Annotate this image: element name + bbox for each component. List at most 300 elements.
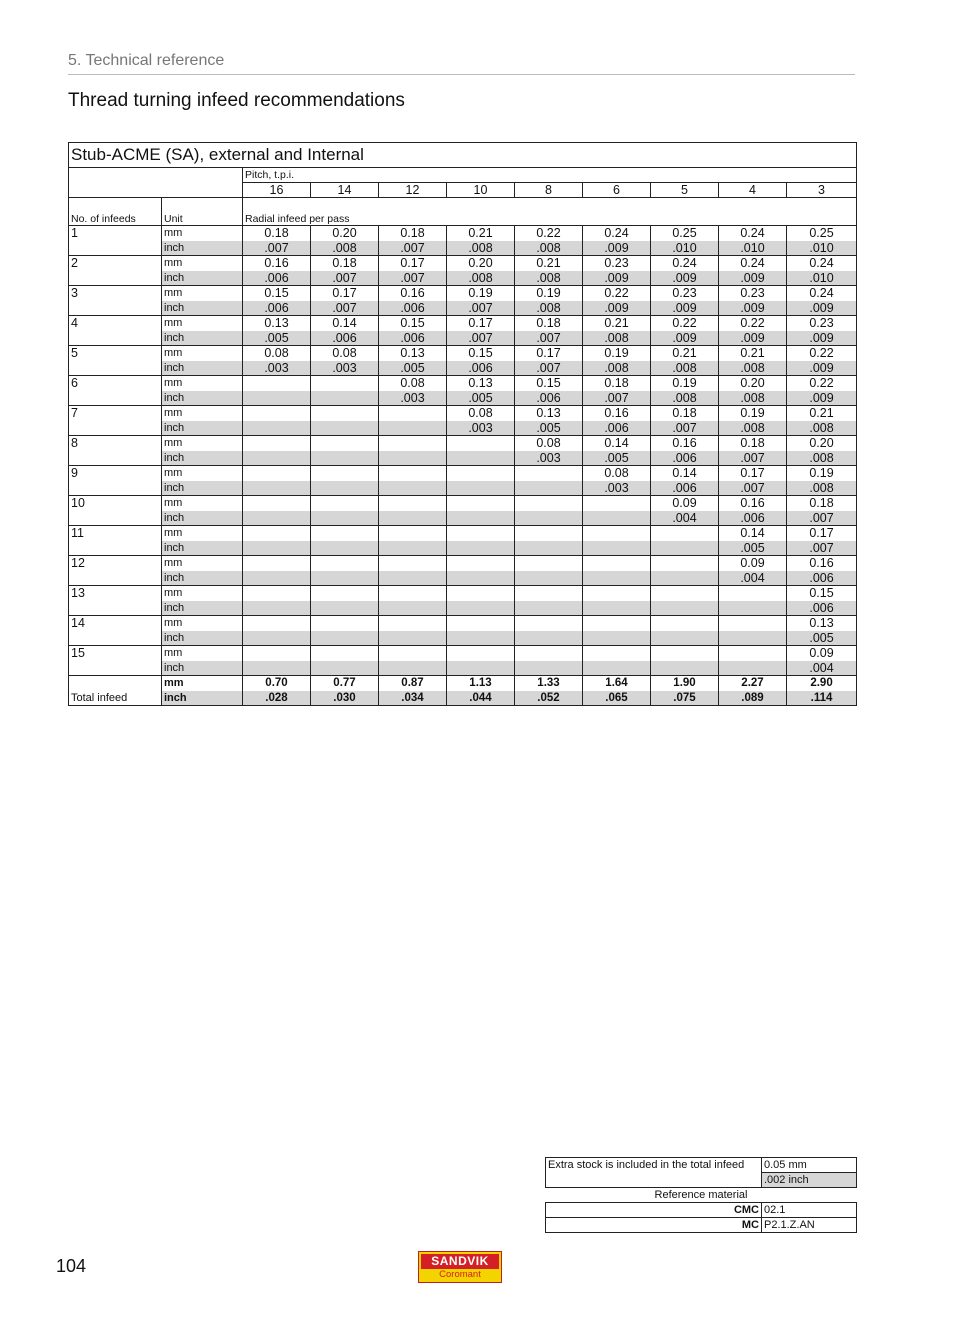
unit-inch: inch [162, 241, 243, 256]
infeed-number: 2 [69, 256, 162, 286]
reference-box [545, 1157, 856, 1233]
infeed-value-cell [447, 526, 515, 541]
infeed-number: 10 [69, 496, 162, 526]
infeed-value-cell: 0.24 [719, 226, 787, 241]
infeed-value-cell [379, 571, 447, 586]
infeed-value-cell: 0.14 [583, 436, 651, 451]
table-row [69, 526, 857, 541]
col-radial-header: Radial infeed per pass [243, 198, 857, 226]
infeed-value-cell [651, 541, 719, 556]
infeed-value-cell [447, 571, 515, 586]
table-row [69, 241, 857, 256]
table-row [69, 691, 857, 706]
infeed-value-cell [447, 541, 515, 556]
infeed-value-cell [719, 661, 787, 676]
infeed-value-cell: .065 [583, 691, 651, 706]
infeed-value-cell: 0.19 [515, 286, 583, 301]
infeed-value-cell: .009 [583, 301, 651, 316]
logo-sub: Coromant [439, 1269, 481, 1280]
infeed-number: 4 [69, 316, 162, 346]
infeed-number: 5 [69, 346, 162, 376]
infeed-value-cell [651, 646, 719, 661]
infeed-value-cell [583, 571, 651, 586]
infeed-value-cell: .007 [311, 271, 379, 286]
pitch-header-10: 10 [447, 183, 515, 198]
infeed-value-cell [243, 511, 311, 526]
unit-inch: inch [162, 481, 243, 496]
infeed-value-cell [651, 586, 719, 601]
infeed-value-cell: .008 [719, 361, 787, 376]
infeed-value-cell [379, 661, 447, 676]
infeed-value-cell [515, 556, 583, 571]
infeed-value-cell: .008 [447, 241, 515, 256]
infeed-value-cell: 0.24 [787, 256, 857, 271]
pitch-header-14: 14 [311, 183, 379, 198]
infeed-value-cell: 0.13 [787, 616, 857, 631]
infeed-value-cell: .052 [515, 691, 583, 706]
unit-inch: inch [162, 601, 243, 616]
infeed-value-cell [379, 631, 447, 646]
infeed-value-cell [583, 646, 651, 661]
infeed-value-cell: 1.90 [651, 676, 719, 691]
infeed-value-cell: .009 [583, 241, 651, 256]
table-row [69, 541, 857, 556]
infeed-value-cell [243, 421, 311, 436]
infeed-value-cell: .006 [379, 331, 447, 346]
infeed-value-cell: .044 [447, 691, 515, 706]
infeed-value-cell [243, 631, 311, 646]
infeed-value-cell: 0.15 [787, 586, 857, 601]
infeed-value-cell: .008 [447, 271, 515, 286]
infeed-value-cell [515, 526, 583, 541]
infeed-value-cell: .003 [311, 361, 379, 376]
reference-table [545, 1157, 857, 1233]
infeed-value-cell: .006 [243, 271, 311, 286]
infeed-value-cell: 0.25 [787, 226, 857, 241]
infeed-value-cell [583, 496, 651, 511]
infeed-value-cell: .005 [243, 331, 311, 346]
infeed-value-cell: 0.23 [719, 286, 787, 301]
infeed-value-cell: .008 [787, 451, 857, 466]
infeed-value-cell [447, 496, 515, 511]
infeed-value-cell: 0.08 [583, 466, 651, 481]
infeed-value-cell [311, 376, 379, 391]
infeed-value-cell: 0.18 [651, 406, 719, 421]
infeed-value-cell [515, 631, 583, 646]
infeed-value-cell: 2.90 [787, 676, 857, 691]
table-row [69, 661, 857, 676]
infeed-value-cell: 0.15 [243, 286, 311, 301]
infeed-value-cell [719, 646, 787, 661]
unit-inch: inch [162, 571, 243, 586]
infeed-value-cell: .006 [787, 571, 857, 586]
infeed-value-cell: .008 [651, 361, 719, 376]
infeed-value-cell: .030 [311, 691, 379, 706]
infeed-value-cell: .009 [787, 391, 857, 406]
infeed-value-cell: 1.13 [447, 676, 515, 691]
infeed-number: 11 [69, 526, 162, 556]
infeed-value-cell: 0.19 [583, 346, 651, 361]
infeed-value-cell: 0.22 [719, 316, 787, 331]
infeed-value-cell [379, 496, 447, 511]
table-row [69, 601, 857, 616]
table-row [69, 586, 857, 601]
infeed-number: 6 [69, 376, 162, 406]
pitch-header-16: 16 [243, 183, 311, 198]
infeed-value-cell [651, 556, 719, 571]
infeed-value-cell [583, 526, 651, 541]
infeed-number: 12 [69, 556, 162, 586]
unit-mm: mm [162, 406, 243, 421]
infeed-value-cell: 0.23 [787, 316, 857, 331]
infeed-value-cell: .007 [379, 271, 447, 286]
infeed-value-cell: 0.21 [719, 346, 787, 361]
infeed-value-cell: 0.09 [651, 496, 719, 511]
infeed-value-cell: .007 [719, 451, 787, 466]
infeed-value-cell: 0.14 [719, 526, 787, 541]
infeed-value-cell: 0.18 [787, 496, 857, 511]
table-row [69, 361, 857, 376]
infeed-value-cell: .006 [243, 301, 311, 316]
infeed-value-cell: .008 [515, 241, 583, 256]
infeed-value-cell [651, 571, 719, 586]
infeed-value-cell [379, 586, 447, 601]
blank-header-cell [69, 168, 243, 183]
infeed-value-cell [583, 556, 651, 571]
pitch-header-3: 3 [787, 183, 857, 198]
infeed-value-cell [379, 421, 447, 436]
infeed-value-cell: .008 [651, 391, 719, 406]
infeed-value-cell: .009 [651, 271, 719, 286]
table-row [69, 271, 857, 286]
infeed-value-cell [243, 541, 311, 556]
infeed-value-cell: .009 [787, 301, 857, 316]
infeed-value-cell [243, 496, 311, 511]
infeed-value-cell: .004 [719, 571, 787, 586]
infeed-value-cell: .008 [583, 331, 651, 346]
infeed-value-cell: .006 [719, 511, 787, 526]
infeed-value-cell [515, 586, 583, 601]
table-row [69, 256, 857, 271]
unit-mm: mm [162, 676, 243, 691]
infeed-value-cell: .009 [719, 301, 787, 316]
infeed-value-cell: .114 [787, 691, 857, 706]
infeed-value-cell [719, 586, 787, 601]
table-row [69, 571, 857, 586]
infeed-value-cell [379, 451, 447, 466]
infeed-value-cell [243, 406, 311, 421]
infeed-value-cell: 0.15 [447, 346, 515, 361]
infeed-value-cell: 0.09 [787, 646, 857, 661]
infeed-value-cell [379, 466, 447, 481]
infeed-value-cell [583, 616, 651, 631]
infeed-value-cell: 0.21 [787, 406, 857, 421]
infeed-value-cell: 0.22 [515, 226, 583, 241]
infeed-value-cell: 1.33 [515, 676, 583, 691]
col-infeeds-header: No. of infeeds [69, 198, 162, 226]
pitch-header-12: 12 [379, 183, 447, 198]
infeed-value-cell [243, 526, 311, 541]
infeed-value-cell [243, 646, 311, 661]
logo-brand: SANDVIK [421, 1254, 499, 1269]
infeed-value-cell: 0.08 [379, 376, 447, 391]
pitch-header-6: 6 [583, 183, 651, 198]
infeed-value-cell: 0.22 [583, 286, 651, 301]
infeed-value-cell [311, 436, 379, 451]
infeed-value-cell [311, 406, 379, 421]
pitch-header-4: 4 [719, 183, 787, 198]
infeed-value-cell: .005 [379, 361, 447, 376]
infeed-value-cell [243, 586, 311, 601]
infeed-value-cell: 0.23 [651, 286, 719, 301]
infeed-value-cell [515, 646, 583, 661]
infeed-value-cell: 0.08 [515, 436, 583, 451]
infeed-value-cell [311, 571, 379, 586]
table-row [69, 616, 857, 631]
unit-inch: inch [162, 361, 243, 376]
infeed-value-cell [583, 511, 651, 526]
infeed-number: 3 [69, 286, 162, 316]
infeed-value-cell: .005 [447, 391, 515, 406]
infeed-value-cell [379, 481, 447, 496]
infeed-value-cell [447, 556, 515, 571]
infeed-value-cell: .006 [651, 451, 719, 466]
pitch-label: Pitch, t.p.i. [243, 168, 857, 183]
infeed-value-cell: 0.21 [447, 226, 515, 241]
infeed-value-cell [515, 481, 583, 496]
infeed-value-cell [311, 421, 379, 436]
extra-stock-inch: .002 inch [762, 1173, 857, 1188]
infeed-value-cell [311, 496, 379, 511]
infeed-value-cell: 0.20 [447, 256, 515, 271]
infeed-value-cell: 0.18 [583, 376, 651, 391]
infeed-value-cell [515, 511, 583, 526]
infeed-value-cell [379, 646, 447, 661]
infeed-number: 8 [69, 436, 162, 466]
section-header: 5. Technical reference [68, 52, 855, 75]
infeed-value-cell: 0.13 [447, 376, 515, 391]
infeed-value-cell: 0.16 [719, 496, 787, 511]
infeed-value-cell: .007 [447, 331, 515, 346]
infeed-value-cell: 0.16 [243, 256, 311, 271]
infeed-value-cell [243, 376, 311, 391]
infeed-value-cell: 0.13 [515, 406, 583, 421]
infeed-value-cell [311, 616, 379, 631]
infeed-value-cell: 0.87 [379, 676, 447, 691]
infeed-value-cell [379, 541, 447, 556]
unit-mm: mm [162, 496, 243, 511]
infeed-value-cell [651, 526, 719, 541]
infeed-value-cell [379, 616, 447, 631]
infeed-value-cell [243, 661, 311, 676]
table-row [69, 481, 857, 496]
infeed-value-cell [515, 571, 583, 586]
table-row [69, 511, 857, 526]
unit-mm: mm [162, 316, 243, 331]
infeed-value-cell: 0.19 [447, 286, 515, 301]
table-row [69, 466, 857, 481]
blank-pitch-cell [69, 183, 243, 198]
unit-inch: inch [162, 451, 243, 466]
infeed-value-cell: 0.24 [719, 256, 787, 271]
infeed-value-cell: 0.18 [311, 256, 379, 271]
infeed-value-cell: 0.77 [311, 676, 379, 691]
infeed-value-cell [379, 601, 447, 616]
unit-inch: inch [162, 391, 243, 406]
cmc-label: CMC [546, 1203, 762, 1218]
infeed-value-cell: .006 [787, 601, 857, 616]
infeed-value-cell: 0.19 [787, 466, 857, 481]
infeed-value-cell: .007 [243, 241, 311, 256]
infeed-value-cell [311, 631, 379, 646]
infeed-value-cell: 2.27 [719, 676, 787, 691]
infeed-value-cell: .003 [515, 451, 583, 466]
infeed-value-cell [311, 661, 379, 676]
infeed-table-container [68, 142, 856, 706]
infeed-value-cell [311, 466, 379, 481]
infeed-value-cell [583, 661, 651, 676]
infeed-value-cell [243, 391, 311, 406]
infeed-number: 13 [69, 586, 162, 616]
reference-material-label: Reference material [654, 1189, 748, 1201]
infeed-value-cell: 0.18 [719, 436, 787, 451]
unit-mm: mm [162, 466, 243, 481]
unit-inch: inch [162, 631, 243, 646]
infeed-value-cell: 0.09 [719, 556, 787, 571]
infeed-value-cell: .006 [447, 361, 515, 376]
infeed-value-cell [447, 631, 515, 646]
infeed-value-cell [311, 526, 379, 541]
table-row [69, 406, 857, 421]
infeed-value-cell [243, 571, 311, 586]
infeed-value-cell [515, 616, 583, 631]
infeed-value-cell: 0.18 [515, 316, 583, 331]
table-row [69, 631, 857, 646]
infeed-value-cell: 0.21 [583, 316, 651, 331]
table-row [69, 346, 857, 361]
infeed-value-cell: .008 [311, 241, 379, 256]
infeed-value-cell: .010 [651, 241, 719, 256]
infeed-value-cell: 0.08 [243, 346, 311, 361]
unit-mm: mm [162, 436, 243, 451]
infeed-value-cell: 0.22 [787, 376, 857, 391]
infeed-value-cell: 0.16 [787, 556, 857, 571]
infeed-value-cell: .008 [787, 421, 857, 436]
infeed-value-cell [719, 616, 787, 631]
infeed-value-cell [311, 511, 379, 526]
infeed-value-cell [515, 661, 583, 676]
infeed-value-cell [651, 661, 719, 676]
cmc-value: 02.1 [762, 1203, 857, 1218]
unit-inch: inch [162, 541, 243, 556]
infeed-value-cell: 0.16 [651, 436, 719, 451]
infeed-value-cell [243, 436, 311, 451]
unit-mm: mm [162, 256, 243, 271]
infeed-value-cell: .007 [719, 481, 787, 496]
infeed-value-cell: .007 [787, 541, 857, 556]
infeed-value-cell: .009 [583, 271, 651, 286]
infeed-value-cell [515, 541, 583, 556]
infeed-value-cell: 0.25 [651, 226, 719, 241]
infeed-number: 7 [69, 406, 162, 436]
infeed-value-cell [515, 496, 583, 511]
infeed-value-cell [651, 601, 719, 616]
infeed-value-cell: .004 [787, 661, 857, 676]
infeed-value-cell: 0.16 [583, 406, 651, 421]
page-number: 104 [56, 1256, 87, 1276]
infeed-value-cell [311, 541, 379, 556]
table-row [69, 496, 857, 511]
infeed-value-cell [311, 556, 379, 571]
unit-mm: mm [162, 346, 243, 361]
infeed-value-cell [447, 451, 515, 466]
infeed-value-cell: 0.13 [243, 316, 311, 331]
infeed-value-cell: .009 [719, 271, 787, 286]
infeed-value-cell: 0.70 [243, 676, 311, 691]
table-row [69, 331, 857, 346]
infeed-value-cell [311, 391, 379, 406]
infeed-value-cell [311, 586, 379, 601]
infeed-value-cell [379, 526, 447, 541]
pitch-header-5: 5 [651, 183, 719, 198]
infeed-value-cell: 0.17 [515, 346, 583, 361]
infeed-value-cell: .003 [583, 481, 651, 496]
infeed-number: 14 [69, 616, 162, 646]
infeed-value-cell: .003 [447, 421, 515, 436]
infeed-value-cell [447, 586, 515, 601]
infeed-value-cell [583, 601, 651, 616]
infeed-value-cell [243, 556, 311, 571]
infeed-value-cell: 0.19 [719, 406, 787, 421]
infeed-value-cell: 0.17 [719, 466, 787, 481]
infeed-value-cell: .007 [447, 301, 515, 316]
infeed-value-cell: .009 [651, 301, 719, 316]
infeed-value-cell: .010 [787, 241, 857, 256]
infeed-value-cell: 0.21 [515, 256, 583, 271]
infeed-value-cell: 1.64 [583, 676, 651, 691]
table-row [69, 376, 857, 391]
infeed-value-cell [583, 541, 651, 556]
unit-inch: inch [162, 301, 243, 316]
infeed-value-cell: 0.20 [311, 226, 379, 241]
infeed-value-cell: 0.23 [583, 256, 651, 271]
infeed-value-cell [515, 466, 583, 481]
unit-mm: mm [162, 616, 243, 631]
infeed-value-cell: 0.19 [651, 376, 719, 391]
infeed-number: 15 [69, 646, 162, 676]
infeed-value-cell: .004 [651, 511, 719, 526]
unit-inch: inch [162, 661, 243, 676]
infeed-value-cell [379, 511, 447, 526]
infeed-value-cell: .008 [515, 271, 583, 286]
unit-mm: mm [162, 556, 243, 571]
unit-mm: mm [162, 226, 243, 241]
infeed-number: 9 [69, 466, 162, 496]
infeed-value-cell [719, 601, 787, 616]
infeed-value-cell: .010 [719, 241, 787, 256]
infeed-value-cell [243, 481, 311, 496]
infeed-value-cell: .005 [515, 421, 583, 436]
infeed-value-cell: .008 [719, 391, 787, 406]
table-row [69, 286, 857, 301]
unit-inch: inch [162, 271, 243, 286]
infeed-value-cell: 0.17 [379, 256, 447, 271]
infeed-value-cell [379, 406, 447, 421]
table-title: Stub-ACME (SA), external and Internal [69, 143, 857, 168]
infeed-value-cell [583, 586, 651, 601]
infeed-value-cell: 0.08 [311, 346, 379, 361]
unit-mm: mm [162, 586, 243, 601]
